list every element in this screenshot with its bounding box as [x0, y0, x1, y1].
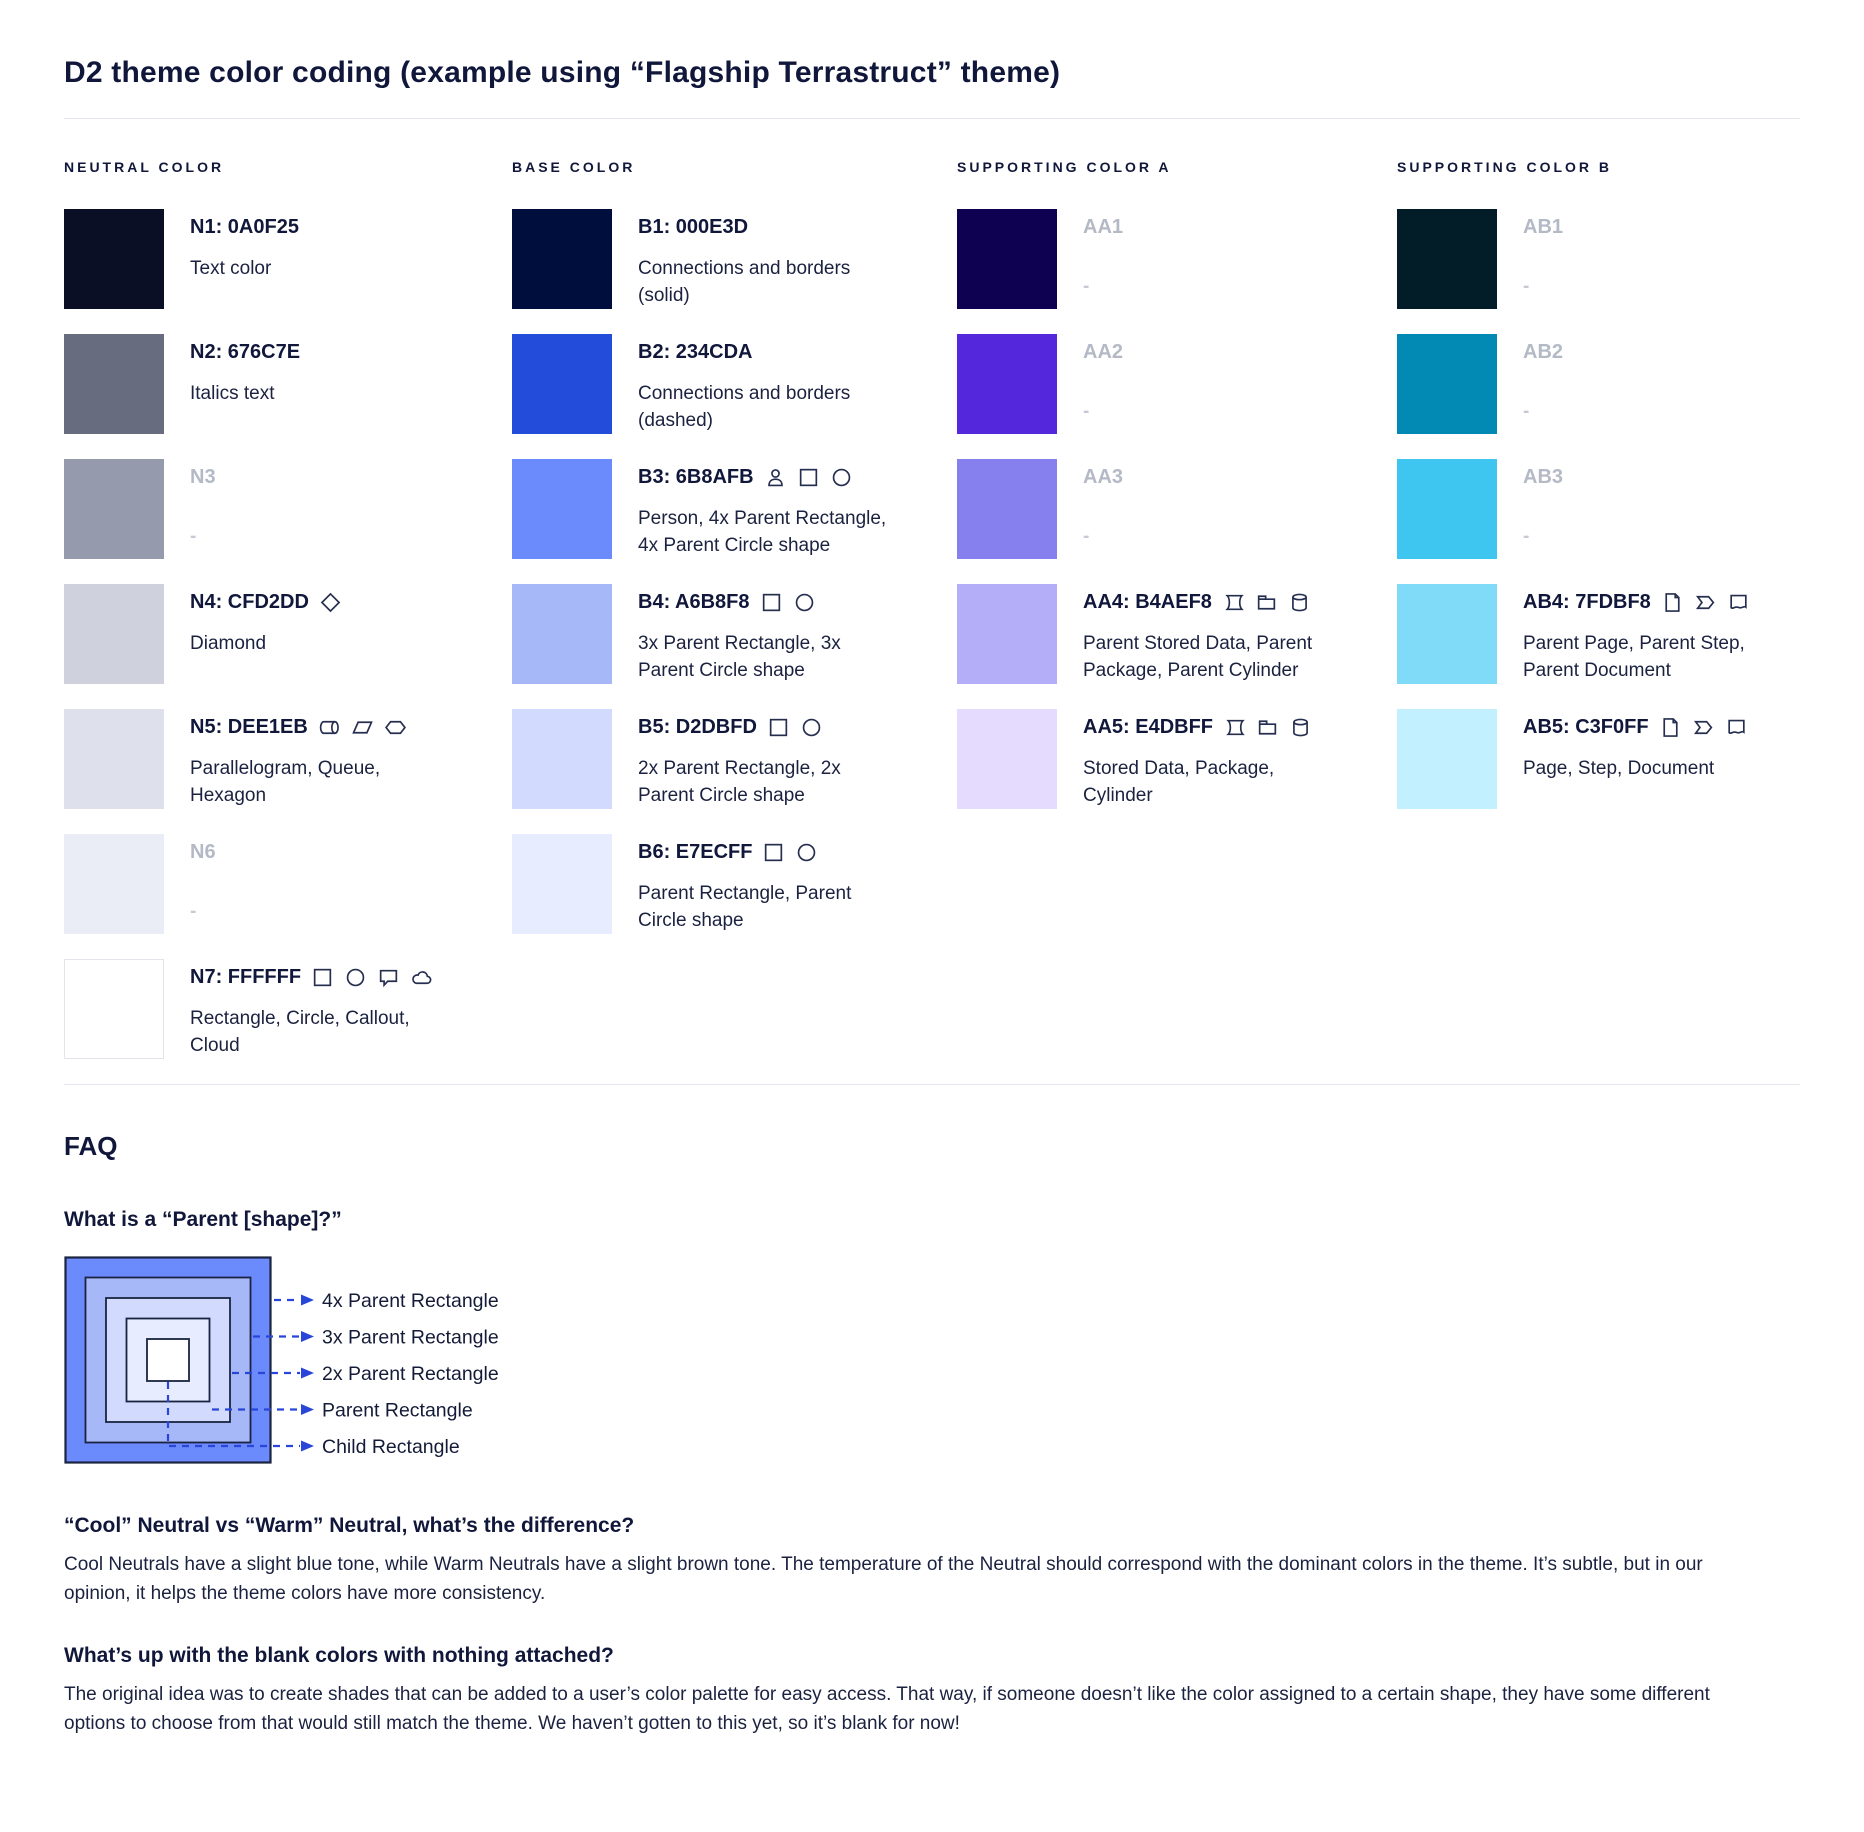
- hexagon-icon: [384, 716, 407, 739]
- color-entry: [957, 334, 1397, 459]
- color-swatch: [512, 459, 612, 559]
- color-swatch: [64, 834, 164, 934]
- color-name: N5: DEE1EB: [190, 716, 308, 738]
- diagram-labels: [322, 1290, 499, 1458]
- color-description: Rectangle, Circle, Callout, Cloud: [190, 1008, 410, 1056]
- palette-column-supporting-b: [1397, 159, 1800, 1084]
- color-swatch: [1397, 584, 1497, 684]
- color-name: N3: [190, 466, 216, 488]
- color-name: AA1: [1083, 216, 1124, 238]
- color-swatch: [512, 834, 612, 934]
- color-swatch: [64, 709, 164, 809]
- cloud-icon: [410, 966, 433, 989]
- color-entry: [512, 709, 957, 834]
- faq-heading: FAQ: [64, 1131, 118, 1161]
- color-name: B5: D2DBFD: [638, 716, 757, 738]
- color-entry: [957, 209, 1397, 334]
- page-icon: [1661, 591, 1684, 614]
- document-icon: [1727, 591, 1750, 614]
- step-icon: [1694, 591, 1717, 614]
- color-swatch: [1397, 709, 1497, 809]
- faq-answer-blank-colors: The original idea was to create shades that can be added to a user’s color palette for easy access. That way, if someone doesn’t like the color assigned to a certain shape, they have some different options to choose from that would still match the theme. We haven’t gotten to this yet, so it’s blank for now!: [64, 1684, 1710, 1734]
- color-name: AA5: E4DBFF: [1083, 716, 1214, 738]
- color-swatch: [957, 334, 1057, 434]
- rectangle-icon: [760, 591, 783, 614]
- color-entry: [957, 584, 1397, 709]
- circle-icon: [795, 841, 818, 864]
- color-description: -: [1523, 276, 1530, 297]
- package-icon: [1256, 716, 1279, 739]
- color-palette: [64, 159, 1800, 1084]
- color-swatch: [64, 584, 164, 684]
- color-entry: [1397, 209, 1800, 334]
- color-entry: [64, 334, 512, 459]
- color-description: -: [1523, 526, 1530, 547]
- nested-rectangles-diagram: [64, 1256, 684, 1471]
- color-entry: [64, 459, 512, 584]
- color-entry: [512, 334, 957, 459]
- circle-icon: [830, 466, 853, 489]
- color-swatch: [64, 334, 164, 434]
- color-name: B4: A6B8F8: [638, 591, 750, 613]
- color-description: -: [1523, 401, 1530, 422]
- package-icon: [1255, 591, 1278, 614]
- column-header: NEUTRAL COLOR: [64, 159, 225, 175]
- divider: [64, 1084, 1800, 1085]
- color-swatch: [64, 459, 164, 559]
- color-description: Stored Data, Package, Cylinder: [1083, 758, 1275, 806]
- color-name: N2: 676C7E: [190, 341, 301, 363]
- color-swatch: [64, 959, 164, 1059]
- color-description: Connections and borders (dashed): [638, 383, 851, 431]
- circle-icon: [793, 591, 816, 614]
- color-description: -: [1083, 526, 1090, 547]
- color-swatch: [957, 459, 1057, 559]
- color-entry: [64, 834, 512, 959]
- cylinder-icon: [1288, 591, 1311, 614]
- color-description: -: [190, 526, 197, 547]
- rectangle-icon: [311, 966, 334, 989]
- color-name: AA2: [1083, 341, 1124, 363]
- palette-column-supporting-a: [957, 159, 1397, 1084]
- color-name: N7: FFFFFF: [190, 966, 302, 988]
- color-entry: [1397, 459, 1800, 584]
- color-description: Italics text: [190, 383, 275, 404]
- column-header: SUPPORTING COLOR B: [1397, 159, 1613, 175]
- diagram-label: 4x Parent Rectangle: [322, 1290, 499, 1312]
- color-name: B6: E7ECFF: [638, 841, 753, 863]
- diagram-label: 2x Parent Rectangle: [322, 1363, 499, 1385]
- rectangle-icon: [762, 841, 785, 864]
- color-swatch: [1397, 459, 1497, 559]
- color-name: AB5: C3F0FF: [1523, 716, 1649, 738]
- color-description: 2x Parent Rectangle, 2x Parent Circle shape: [638, 758, 841, 806]
- color-swatch: [512, 709, 612, 809]
- color-name: B1: 000E3D: [638, 216, 749, 238]
- color-description: 3x Parent Rectangle, 3x Parent Circle shape: [638, 633, 841, 681]
- color-description: Page, Step, Document: [1523, 758, 1715, 779]
- step-icon: [1692, 716, 1715, 739]
- color-name: AB3: [1523, 466, 1564, 488]
- color-entry: [512, 459, 957, 584]
- page-title: D2 theme color coding (example using “Flagship Terrastruct” theme): [64, 56, 1061, 89]
- queue-icon: [318, 716, 341, 739]
- faq-question-parent-shape: What is a “Parent [shape]?”: [64, 1208, 342, 1231]
- palette-column-neutral: [64, 159, 512, 1084]
- color-name: AB1: [1523, 216, 1564, 238]
- color-description: Parent Page, Parent Step, Parent Document: [1523, 633, 1745, 681]
- circle-icon: [800, 716, 823, 739]
- parent-shape-diagram: [64, 1256, 1800, 1476]
- color-swatch: [512, 584, 612, 684]
- color-name: B2: 234CDA: [638, 341, 753, 363]
- color-name: N4: CFD2DD: [190, 591, 309, 613]
- rect-child: [147, 1339, 189, 1381]
- diagram-label: Child Rectangle: [322, 1436, 460, 1458]
- document-icon: [1725, 716, 1748, 739]
- color-entry: [64, 209, 512, 334]
- color-swatch: [512, 209, 612, 309]
- color-entry: [64, 959, 512, 1084]
- color-name: AA3: [1083, 466, 1124, 488]
- color-entry: [1397, 334, 1800, 459]
- color-entry: [957, 459, 1397, 584]
- person-icon: [764, 466, 787, 489]
- color-swatch: [512, 334, 612, 434]
- color-description: -: [190, 901, 197, 922]
- color-name: AB2: [1523, 341, 1564, 363]
- color-swatch: [957, 709, 1057, 809]
- page-icon: [1659, 716, 1682, 739]
- color-swatch: [1397, 334, 1497, 434]
- color-entry: [957, 709, 1397, 834]
- color-entry: [512, 584, 957, 709]
- divider: [64, 118, 1800, 119]
- faq-question-cool-vs-warm: “Cool” Neutral vs “Warm” Neutral, what’s the difference?: [64, 1514, 635, 1537]
- color-swatch: [957, 584, 1057, 684]
- color-entry: [64, 709, 512, 834]
- color-description: Text color: [190, 258, 272, 279]
- stored-data-icon: [1223, 716, 1246, 739]
- color-entry: [512, 834, 957, 959]
- stored-data-icon: [1222, 591, 1245, 614]
- color-description: -: [1083, 276, 1090, 297]
- cylinder-icon: [1289, 716, 1312, 739]
- color-description: Parent Rectangle, Parent Circle shape: [638, 883, 852, 931]
- color-entry: [64, 584, 512, 709]
- color-entry: [512, 209, 957, 334]
- color-name: B3: 6B8AFB: [638, 466, 754, 488]
- color-name: N1: 0A0F25: [190, 216, 299, 238]
- color-swatch: [1397, 209, 1497, 309]
- color-description: Parallelogram, Queue, Hexagon: [190, 758, 381, 806]
- diagram-label: 3x Parent Rectangle: [322, 1326, 499, 1349]
- color-name: N6: [190, 841, 216, 863]
- color-name: AB4: 7FDBF8: [1523, 591, 1651, 613]
- faq-question-blank-colors: What’s up with the blank colors with nothing attached?: [64, 1644, 614, 1667]
- palette-column-base: [512, 159, 957, 1084]
- column-header: SUPPORTING COLOR A: [957, 159, 1172, 175]
- faq-answer-cool-vs-warm: Cool Neutrals have a slight blue tone, while Warm Neutrals have a slight brown tone. The temperature of the Neutral should correspond with the dominant colors in the theme. It’s subtle, but in our opinion, it helps the theme colors have more consistency.: [64, 1554, 1703, 1604]
- color-entry: [1397, 709, 1800, 834]
- column-header: BASE COLOR: [512, 159, 636, 175]
- rectangle-icon: [797, 466, 820, 489]
- color-description: Person, 4x Parent Rectangle, 4x Parent Circle shape: [638, 508, 887, 556]
- rectangle-icon: [767, 716, 790, 739]
- color-description: Parent Stored Data, Parent Package, Parent Cylinder: [1083, 633, 1313, 681]
- color-description: Connections and borders (solid): [638, 258, 851, 306]
- color-entry: [1397, 584, 1800, 709]
- arrowheads: [301, 1295, 314, 1452]
- color-swatch: [64, 209, 164, 309]
- color-description: -: [1083, 401, 1090, 422]
- circle-icon: [344, 966, 367, 989]
- color-description: Diamond: [190, 633, 267, 654]
- diagram-label: Parent Rectangle: [322, 1399, 473, 1422]
- parallelogram-icon: [351, 716, 374, 739]
- diamond-icon: [319, 591, 342, 614]
- callout-icon: [377, 966, 400, 989]
- color-name: AA4: B4AEF8: [1083, 591, 1212, 613]
- color-swatch: [957, 209, 1057, 309]
